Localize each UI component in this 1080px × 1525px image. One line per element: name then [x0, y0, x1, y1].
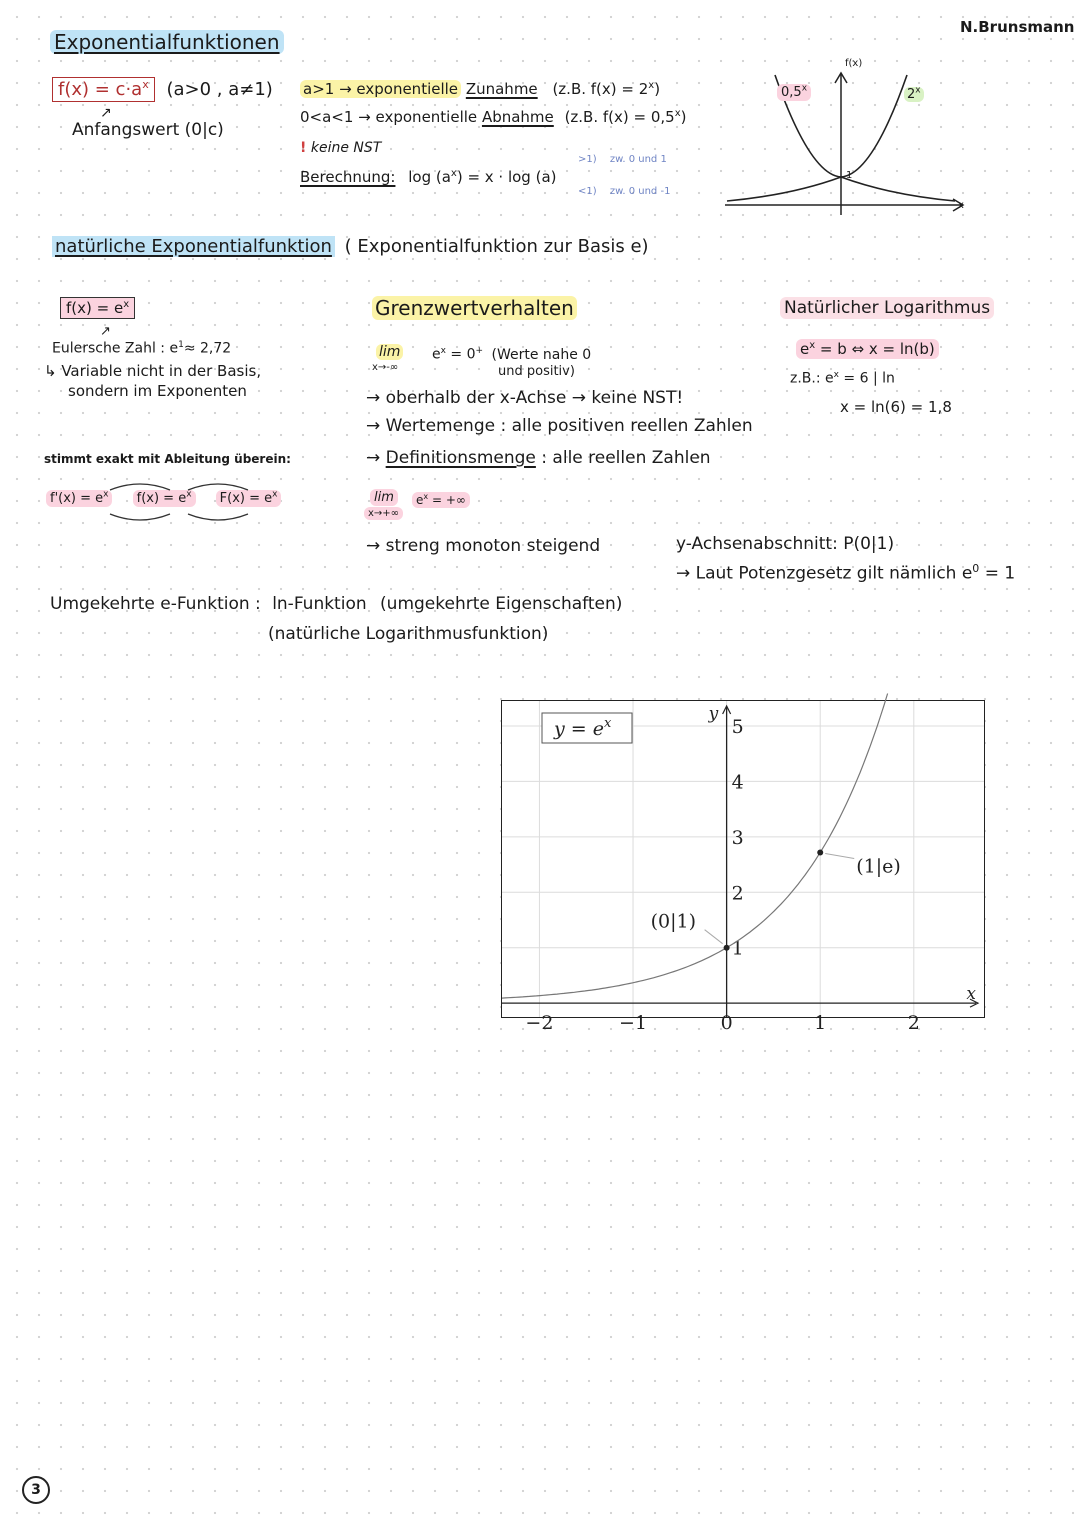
mini-xlabel: x — [958, 200, 964, 211]
y-tick-label: 4 — [731, 771, 744, 794]
limit-point-3: → Definitionsmenge : alle reellen Zahlen — [366, 448, 711, 468]
chart-title: $y = e^x$ — [554, 716, 612, 740]
y-tick-label: 3 — [731, 826, 744, 849]
exp-chart-frame — [501, 700, 985, 1035]
mini-exponential-graph — [715, 55, 975, 225]
lim1-word: lim — [376, 344, 403, 360]
x-tick-label: 1 — [814, 1012, 827, 1035]
point-marker — [724, 945, 730, 951]
lim1-sub: x→-∞ — [372, 362, 399, 373]
author: N.Brunsmann — [960, 18, 1075, 36]
limits-title: Grenzwertverhalten — [372, 296, 577, 320]
limit-point-2: → Wertemenge : alle positiven reellen Zahlen — [366, 416, 753, 436]
point-pointer — [705, 930, 723, 944]
x-tick-label: −2 — [525, 1012, 554, 1035]
derivative-note: stimmt exakt mit Ableitung überein: — [44, 452, 291, 466]
page-number: 3 — [22, 1476, 50, 1504]
x-tick-label: 0 — [720, 1012, 733, 1035]
decay-line: 0<a<1 → exponentielle Abnahme (z.B. $f(x) = 0,5^x$) — [300, 108, 687, 126]
derivative-arrows — [60, 480, 290, 530]
variable-note-1: ↳ Variable nicht in der Basis, — [44, 362, 262, 380]
calculation-rule: Berechnung: $\log (a^x) = x \cdot \log (a)$ — [300, 168, 557, 186]
lim1-expression: $e^x = 0^+$ (Werte nahe 0 — [432, 346, 592, 363]
arrow-up-icon: ↗ — [100, 105, 112, 121]
mini-left-label: 0,5$^x$ — [777, 84, 811, 100]
lim2-word: lim — [370, 490, 398, 505]
lim2-sub: x→+∞ — [364, 508, 403, 519]
logarithm-example: z.B.: $e^x = 6$ | ln — [790, 370, 895, 387]
y-tick-label: 1 — [731, 937, 744, 960]
mini-ylabel: f(x) — [845, 58, 863, 69]
logarithm-title: Natürlicher Logarithmus — [780, 298, 994, 318]
logarithm-rule: $e^x = b$ ⇔ x = ln(b) — [796, 340, 939, 358]
inverse-desc-2: (natürliche Logarithmusfunktion) — [268, 624, 549, 644]
mini-right-label: 2$^x$ — [904, 86, 924, 102]
mini-curve-growth — [727, 75, 907, 201]
limit-point-1: → oberhalb der x-Achse → keine NST! — [366, 388, 684, 408]
x-tick-label: 2 — [907, 1012, 920, 1035]
logarithm-result: x = ln(6) = 1,8 — [840, 398, 952, 416]
x-tick-label: −1 — [619, 1012, 648, 1035]
arrow-up-icon: ↗ — [100, 324, 111, 339]
monotone-note: → streng monoton steigend — [366, 536, 601, 556]
point-marker — [817, 849, 823, 855]
start-value: Anfangswert (0|c) — [72, 120, 224, 140]
point-label: (0|1) — [650, 910, 697, 933]
y-intercept-reason: → Laut Potenzgesetz gilt nämlich $e^0 = 1$ — [676, 562, 1016, 584]
no-roots-note: ! keine NST — [300, 140, 382, 156]
derivative-chain: $f'(x) = e^x$ $f(x) = e^x$ $F(x) = e^x$ — [46, 490, 281, 506]
point-pointer — [825, 853, 854, 858]
inverse-function: Umgekehrte e-Funktion : ln-Funktion (umgekehrte Eigenschaften) — [50, 594, 623, 614]
general-formula: $f(x) = c\cdot a^x$ (a>0 , a≠1) — [52, 78, 273, 100]
y-axis-label: y — [708, 704, 719, 724]
x-axis-label: x — [966, 984, 976, 1005]
y-tick-label: 2 — [731, 882, 744, 905]
note-gt1: >1) zw. 0 und 1 — [578, 154, 667, 165]
section-title-exponential: Exponentialfunktionen — [50, 30, 284, 54]
euler-number: Eulersche Zahl : $e^1\approx 2,72$ — [52, 340, 232, 357]
exp-chart — [502, 701, 984, 1035]
point-label: (1|e) — [856, 855, 901, 878]
mini-intersection-label: 1 — [846, 170, 853, 181]
section-title-natural: natürliche Exponentialfunktion ( Exponentialfunktion zur Basis e) — [52, 236, 649, 257]
y-tick-label: 5 — [731, 715, 744, 738]
lim1-note-2: und positiv) — [498, 364, 575, 379]
lim2-expression: $e^x$ = +∞ — [412, 492, 470, 507]
note-lt1: <1) zw. 0 und -1 — [578, 186, 671, 197]
variable-note-2: sondern im Exponenten — [68, 382, 247, 400]
natural-formula: $f(x) = e^x$ — [60, 299, 135, 317]
growth-line: a>1 → exponentielle Zunahme (z.B. $f(x) = 2^x$) — [300, 80, 660, 98]
y-intercept: y-Achsenabschnitt: P(0|1) — [676, 534, 895, 554]
